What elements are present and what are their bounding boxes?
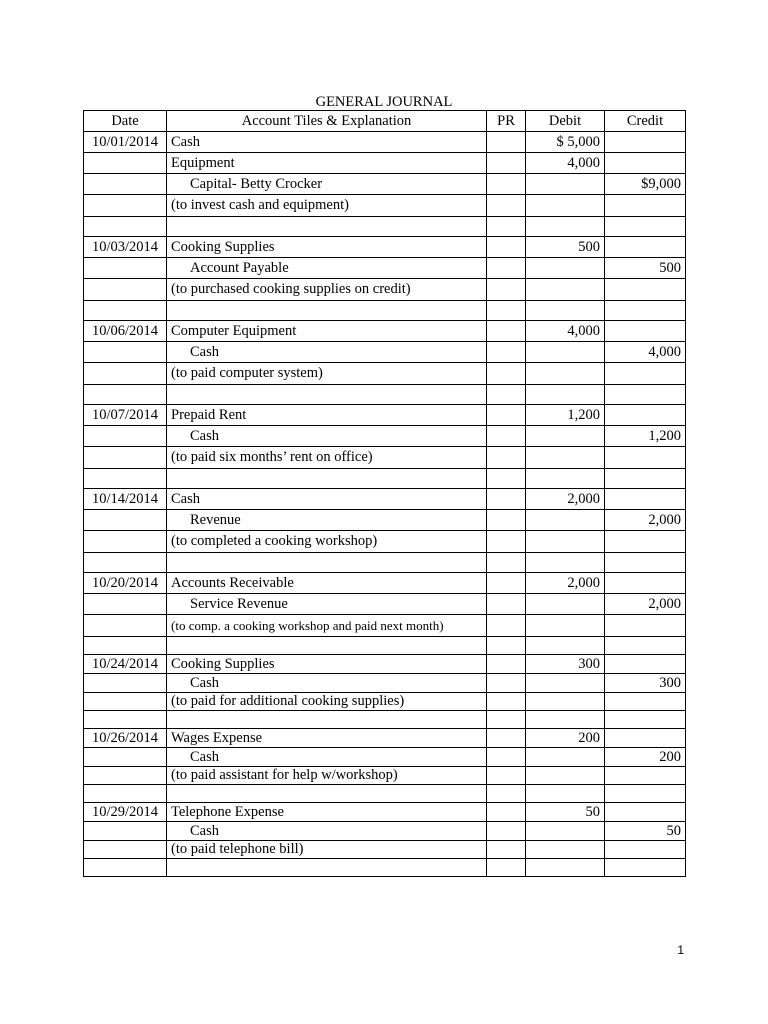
- explanation-row: [84, 693, 686, 711]
- journal-body: [84, 132, 686, 877]
- journal-line-row: [84, 489, 686, 510]
- date-header: Date: [84, 111, 167, 132]
- pr-cell: [487, 132, 526, 153]
- debit-cell: [526, 748, 605, 767]
- explanation-row: [84, 447, 686, 469]
- explanation-cell: (to paid computer system): [167, 363, 487, 385]
- pr-cell: [487, 363, 526, 385]
- debit-cell: 200: [526, 729, 605, 748]
- date-cell: 10/14/2014: [84, 489, 167, 510]
- date-cell: [84, 594, 167, 615]
- account-cell: [167, 469, 487, 489]
- account-cell: Wages Expense: [167, 729, 487, 748]
- debit-cell: [526, 447, 605, 469]
- debit-cell: [526, 279, 605, 301]
- account-cell: Service Revenue: [167, 594, 487, 615]
- account-cell: Prepaid Rent: [167, 405, 487, 426]
- credit-cell: [605, 321, 686, 342]
- credit-cell: [605, 841, 686, 859]
- journal-line-row: [84, 674, 686, 693]
- pr-cell: [487, 489, 526, 510]
- date-cell: [84, 859, 167, 877]
- debit-cell: [526, 426, 605, 447]
- explanation-row: [84, 841, 686, 859]
- credit-cell: 2,000: [605, 594, 686, 615]
- account-cell: [167, 711, 487, 729]
- credit-cell: [605, 785, 686, 803]
- debit-header: Debit: [526, 111, 605, 132]
- pr-cell: [487, 258, 526, 279]
- date-cell: 10/07/2014: [84, 405, 167, 426]
- date-cell: 10/20/2014: [84, 573, 167, 594]
- pr-cell: [487, 637, 526, 655]
- explanation-cell: (to paid assistant for help w/workshop): [167, 767, 487, 785]
- pr-cell: [487, 841, 526, 859]
- journal-line-row: [84, 655, 686, 674]
- explanation-row: [84, 279, 686, 301]
- pr-cell: [487, 615, 526, 637]
- explanation-cell: (to purchased cooking supplies on credit): [167, 279, 487, 301]
- date-cell: 10/01/2014: [84, 132, 167, 153]
- credit-cell: [605, 489, 686, 510]
- credit-cell: [605, 153, 686, 174]
- debit-cell: 1,200: [526, 405, 605, 426]
- pr-cell: [487, 469, 526, 489]
- credit-cell: 300: [605, 674, 686, 693]
- blank-row: [84, 301, 686, 321]
- date-cell: 10/03/2014: [84, 237, 167, 258]
- credit-cell: $9,000: [605, 174, 686, 195]
- date-cell: [84, 531, 167, 553]
- page-number: 1: [677, 943, 684, 957]
- credit-cell: 200: [605, 748, 686, 767]
- journal-line-row: [84, 405, 686, 426]
- explanation-cell: (to invest cash and equipment): [167, 195, 487, 217]
- explanation-row: [84, 195, 686, 217]
- explanation-cell: (to paid six months’ rent on office): [167, 447, 487, 469]
- journal-line-row: [84, 174, 686, 195]
- pr-cell: [487, 711, 526, 729]
- credit-cell: [605, 803, 686, 822]
- debit-cell: [526, 342, 605, 363]
- credit-cell: [605, 573, 686, 594]
- account-header: Account Tiles & Explanation: [167, 111, 487, 132]
- date-cell: [84, 279, 167, 301]
- pr-cell: [487, 405, 526, 426]
- pr-cell: [487, 803, 526, 822]
- credit-cell: 50: [605, 822, 686, 841]
- credit-cell: [605, 729, 686, 748]
- date-cell: [84, 693, 167, 711]
- blank-row: [84, 785, 686, 803]
- credit-cell: [605, 553, 686, 573]
- date-cell: [84, 217, 167, 237]
- debit-cell: [526, 469, 605, 489]
- date-cell: [84, 195, 167, 217]
- account-cell: Cash: [167, 748, 487, 767]
- date-cell: [84, 767, 167, 785]
- credit-cell: [605, 531, 686, 553]
- debit-cell: [526, 301, 605, 321]
- debit-cell: [526, 363, 605, 385]
- blank-row: [84, 637, 686, 655]
- date-cell: [84, 553, 167, 573]
- credit-cell: [605, 301, 686, 321]
- credit-cell: [605, 237, 686, 258]
- credit-cell: [605, 615, 686, 637]
- debit-cell: $ 5,000: [526, 132, 605, 153]
- date-cell: [84, 615, 167, 637]
- pr-cell: [487, 748, 526, 767]
- date-cell: 10/06/2014: [84, 321, 167, 342]
- date-cell: [84, 469, 167, 489]
- debit-cell: [526, 859, 605, 877]
- pr-cell: [487, 674, 526, 693]
- account-cell: Cash: [167, 342, 487, 363]
- blank-row: [84, 469, 686, 489]
- journal-line-row: [84, 748, 686, 767]
- blank-row: [84, 385, 686, 405]
- credit-cell: [605, 655, 686, 674]
- journal-line-row: [84, 822, 686, 841]
- debit-cell: [526, 195, 605, 217]
- account-cell: Cash: [167, 822, 487, 841]
- debit-cell: [526, 674, 605, 693]
- debit-cell: 500: [526, 237, 605, 258]
- account-cell: Computer Equipment: [167, 321, 487, 342]
- account-cell: [167, 785, 487, 803]
- pr-cell: [487, 822, 526, 841]
- credit-cell: [605, 767, 686, 785]
- debit-cell: 2,000: [526, 573, 605, 594]
- debit-cell: [526, 553, 605, 573]
- explanation-row: [84, 767, 686, 785]
- debit-cell: [526, 217, 605, 237]
- journal-line-row: [84, 258, 686, 279]
- journal-line-row: [84, 132, 686, 153]
- pr-cell: [487, 510, 526, 531]
- credit-cell: 4,000: [605, 342, 686, 363]
- debit-cell: [526, 711, 605, 729]
- account-cell: Cooking Supplies: [167, 237, 487, 258]
- credit-cell: [605, 279, 686, 301]
- pr-cell: [487, 767, 526, 785]
- pr-cell: [487, 729, 526, 748]
- pr-cell: [487, 693, 526, 711]
- pr-cell: [487, 655, 526, 674]
- debit-cell: 4,000: [526, 153, 605, 174]
- date-cell: [84, 363, 167, 385]
- date-cell: [84, 748, 167, 767]
- debit-cell: 4,000: [526, 321, 605, 342]
- pr-cell: [487, 279, 526, 301]
- blank-row: [84, 553, 686, 573]
- pr-cell: [487, 217, 526, 237]
- account-cell: Cooking Supplies: [167, 655, 487, 674]
- pr-cell: [487, 195, 526, 217]
- debit-cell: 300: [526, 655, 605, 674]
- debit-cell: [526, 841, 605, 859]
- credit-cell: 500: [605, 258, 686, 279]
- account-cell: Account Payable: [167, 258, 487, 279]
- pr-cell: [487, 321, 526, 342]
- debit-cell: [526, 531, 605, 553]
- account-cell: Capital- Betty Crocker: [167, 174, 487, 195]
- debit-cell: [526, 385, 605, 405]
- pr-cell: [487, 859, 526, 877]
- explanation-cell: (to paid for additional cooking supplies): [167, 693, 487, 711]
- date-cell: [84, 841, 167, 859]
- credit-cell: 2,000: [605, 510, 686, 531]
- pr-cell: [487, 237, 526, 258]
- account-cell: [167, 385, 487, 405]
- explanation-cell: (to comp. a cooking workshop and paid next month): [167, 615, 487, 637]
- journal-line-row: [84, 342, 686, 363]
- account-cell: Cash: [167, 426, 487, 447]
- account-cell: Cash: [167, 132, 487, 153]
- debit-cell: [526, 822, 605, 841]
- pr-cell: [487, 385, 526, 405]
- credit-header: Credit: [605, 111, 686, 132]
- date-cell: [84, 785, 167, 803]
- general-journal-table: [83, 110, 686, 877]
- journal-line-row: [84, 803, 686, 822]
- debit-cell: [526, 693, 605, 711]
- debit-cell: [526, 637, 605, 655]
- date-cell: [84, 510, 167, 531]
- journal-line-row: [84, 426, 686, 447]
- credit-cell: [605, 217, 686, 237]
- date-cell: 10/24/2014: [84, 655, 167, 674]
- explanation-row: [84, 531, 686, 553]
- account-cell: [167, 217, 487, 237]
- date-cell: 10/26/2014: [84, 729, 167, 748]
- date-cell: [84, 342, 167, 363]
- credit-cell: [605, 385, 686, 405]
- pr-cell: [487, 594, 526, 615]
- header-row: [84, 111, 686, 132]
- account-cell: [167, 637, 487, 655]
- journal-line-row: [84, 594, 686, 615]
- date-cell: [84, 711, 167, 729]
- pr-cell: [487, 553, 526, 573]
- account-cell: Revenue: [167, 510, 487, 531]
- journal-line-row: [84, 321, 686, 342]
- credit-cell: [605, 711, 686, 729]
- date-cell: [84, 301, 167, 321]
- journal-line-row: [84, 237, 686, 258]
- account-cell: Equipment: [167, 153, 487, 174]
- debit-cell: [526, 510, 605, 531]
- date-cell: [84, 174, 167, 195]
- pr-cell: [487, 174, 526, 195]
- debit-cell: [526, 174, 605, 195]
- account-cell: Accounts Receivable: [167, 573, 487, 594]
- debit-cell: 50: [526, 803, 605, 822]
- credit-cell: 1,200: [605, 426, 686, 447]
- account-cell: [167, 553, 487, 573]
- journal-line-row: [84, 153, 686, 174]
- credit-cell: [605, 405, 686, 426]
- explanation-cell: (to completed a cooking workshop): [167, 531, 487, 553]
- date-cell: [84, 153, 167, 174]
- date-cell: [84, 385, 167, 405]
- account-cell: [167, 859, 487, 877]
- debit-cell: [526, 767, 605, 785]
- credit-cell: [605, 363, 686, 385]
- date-cell: [84, 637, 167, 655]
- credit-cell: [605, 693, 686, 711]
- account-cell: Cash: [167, 489, 487, 510]
- explanation-cell: (to paid telephone bill): [167, 841, 487, 859]
- credit-cell: [605, 195, 686, 217]
- explanation-row: [84, 615, 686, 637]
- account-cell: Cash: [167, 674, 487, 693]
- debit-cell: [526, 594, 605, 615]
- blank-row: [84, 711, 686, 729]
- pr-cell: [487, 153, 526, 174]
- credit-cell: [605, 132, 686, 153]
- date-cell: [84, 447, 167, 469]
- pr-cell: [487, 447, 526, 469]
- pr-cell: [487, 342, 526, 363]
- credit-cell: [605, 859, 686, 877]
- debit-cell: [526, 615, 605, 637]
- date-cell: [84, 426, 167, 447]
- pr-cell: [487, 426, 526, 447]
- journal-title: GENERAL JOURNAL: [315, 94, 453, 110]
- blank-row: [84, 859, 686, 877]
- credit-cell: [605, 469, 686, 489]
- journal-line-row: [84, 573, 686, 594]
- date-cell: [84, 674, 167, 693]
- account-cell: Telephone Expense: [167, 803, 487, 822]
- blank-row: [84, 217, 686, 237]
- journal-line-row: [84, 729, 686, 748]
- pr-cell: [487, 573, 526, 594]
- pr-cell: [487, 531, 526, 553]
- account-cell: [167, 301, 487, 321]
- credit-cell: [605, 637, 686, 655]
- debit-cell: [526, 785, 605, 803]
- explanation-row: [84, 363, 686, 385]
- pr-header: PR: [487, 111, 526, 132]
- credit-cell: [605, 447, 686, 469]
- debit-cell: 2,000: [526, 489, 605, 510]
- pr-cell: [487, 785, 526, 803]
- debit-cell: [526, 258, 605, 279]
- journal-line-row: [84, 510, 686, 531]
- date-cell: [84, 258, 167, 279]
- date-cell: 10/29/2014: [84, 803, 167, 822]
- date-cell: [84, 822, 167, 841]
- pr-cell: [487, 301, 526, 321]
